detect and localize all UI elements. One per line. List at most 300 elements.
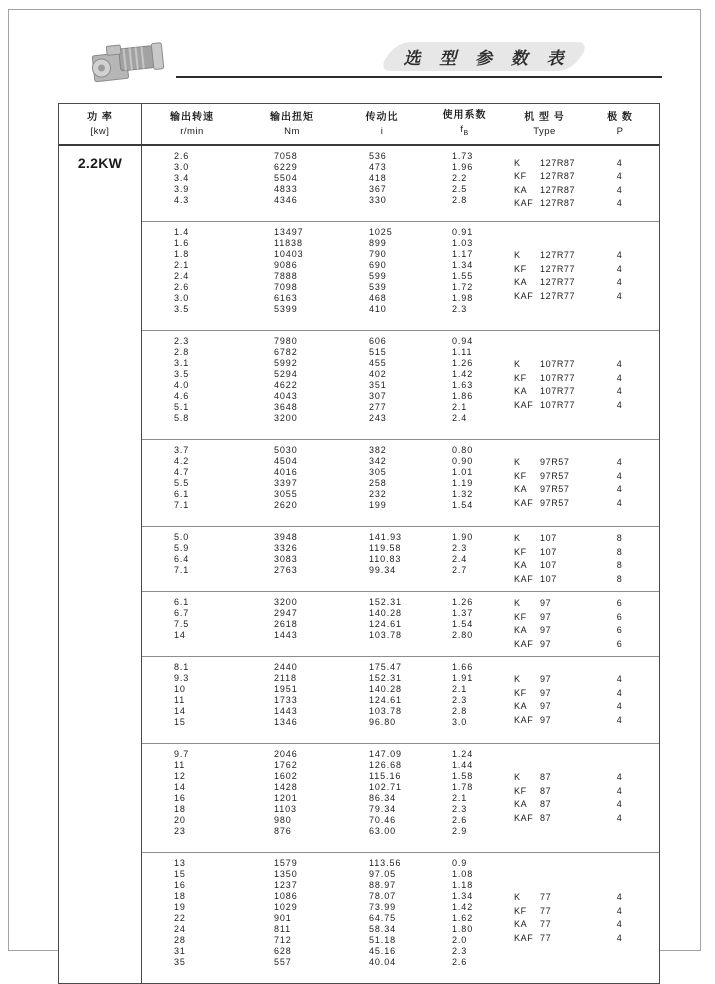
ratio-value: 147.09	[369, 749, 402, 759]
poles-value: 4	[616, 399, 623, 410]
ratio-value: 232	[369, 489, 387, 499]
service-factor-value: 2.3	[452, 543, 468, 553]
output-torque-value: 1237	[274, 880, 298, 890]
spec-block	[142, 146, 659, 221]
type-value	[514, 197, 575, 211]
output-speed-value: 14	[174, 706, 186, 716]
header-output-torque-unit: Nm	[284, 126, 300, 137]
service-factor-value: 2.6	[452, 815, 468, 825]
output-torque-value: 7058	[274, 151, 298, 161]
poles-value: 4	[616, 198, 623, 208]
type-value	[514, 532, 557, 546]
type-prefix: KF	[514, 905, 527, 916]
service-factor-value: 1.54	[452, 619, 474, 629]
ratio-value: 141.93	[369, 532, 402, 542]
ratio-value: 402	[369, 369, 387, 379]
ratio-value: 103.78	[369, 706, 402, 716]
poles-value: 4	[616, 277, 623, 287]
output-torque-value-column	[274, 227, 304, 315]
type-prefix: KA	[514, 484, 528, 494]
output-torque-value: 811	[274, 924, 292, 934]
ratio-value: 382	[369, 445, 387, 455]
type-value	[514, 470, 570, 484]
type-value	[514, 714, 551, 728]
ratio-value: 113.56	[369, 858, 402, 868]
output-speed-value-column	[174, 151, 189, 206]
poles-value: 6	[616, 598, 623, 608]
ratio-value-column	[369, 151, 387, 206]
ratio-value: 152.31	[369, 673, 402, 683]
output-torque-value: 5504	[274, 173, 298, 183]
type-model: 127R77	[540, 250, 576, 260]
poles-value: 6	[616, 638, 623, 649]
spec-block	[142, 330, 659, 439]
ratio-value: 342	[369, 456, 387, 466]
output-speed-value: 4.6	[174, 391, 190, 401]
service-factor-value: 2.3	[452, 695, 468, 705]
header-ratio-cn: 传动比	[365, 112, 399, 123]
header-type-unit: Type	[533, 126, 556, 137]
output-speed-value: 7.1	[174, 500, 190, 510]
type-model: 127R87	[540, 171, 576, 181]
type-prefix: KF	[514, 611, 527, 622]
ratio-value: 536	[369, 151, 387, 161]
output-speed-value: 2.1	[174, 260, 190, 270]
type-column	[514, 891, 551, 945]
output-speed-value: 35	[174, 957, 186, 967]
output-speed-value: 24	[174, 924, 186, 934]
ratio-value: 124.61	[369, 619, 402, 629]
output-speed-value: 3.4	[174, 173, 190, 183]
type-model: 97R57	[540, 457, 570, 467]
output-speed-value-column	[174, 227, 189, 315]
output-speed-value: 3.7	[174, 445, 190, 455]
output-torque-value: 5399	[274, 304, 298, 314]
type-prefix: KF	[514, 546, 527, 557]
type-value	[514, 785, 551, 799]
output-torque-value: 1428	[274, 782, 298, 792]
ratio-value: 599	[369, 271, 387, 281]
service-factor-value: 2.3	[452, 804, 468, 814]
type-model: 77	[540, 919, 552, 929]
type-prefix: KA	[514, 919, 528, 929]
power-header-cell	[59, 104, 142, 144]
ratio-value: 140.28	[369, 608, 402, 618]
output-speed-value: 8.1	[174, 662, 190, 672]
header-output-speed-cn: 输出转速	[170, 112, 214, 123]
type-prefix: KAF	[514, 714, 534, 725]
service-factor-value: 1.42	[452, 369, 474, 379]
type-model: 107	[540, 533, 557, 543]
output-torque-value: 1762	[274, 760, 298, 770]
service-factor-value: 2.2	[452, 173, 468, 183]
output-torque-value: 6163	[274, 293, 298, 303]
type-model: 107R77	[540, 372, 576, 383]
output-speed-value: 4.0	[174, 380, 190, 390]
poles-value: 4	[616, 359, 623, 369]
type-model: 97	[540, 611, 552, 622]
service-factor-value: 1.98	[452, 293, 474, 303]
ratio-value: 277	[369, 402, 387, 412]
type-value	[514, 456, 570, 470]
output-torque-value: 3200	[274, 597, 298, 607]
service-factor-value: 2.3	[452, 304, 468, 314]
type-model: 107R77	[540, 386, 576, 396]
output-torque-value: 11838	[274, 238, 303, 248]
output-speed-value: 13	[174, 858, 186, 868]
poles-value: 4	[616, 687, 623, 698]
type-value	[514, 358, 575, 372]
ratio-value: 64.75	[369, 913, 397, 923]
service-factor-value: 2.1	[452, 684, 468, 694]
type-value	[514, 771, 551, 785]
output-speed-value: 16	[174, 793, 186, 803]
ratio-value-column	[369, 445, 387, 511]
type-model: 97	[540, 701, 552, 711]
type-prefix: KA	[514, 625, 528, 635]
ratio-value: 515	[369, 347, 387, 357]
page-title: 选 型 参 数 表	[403, 49, 571, 68]
power-header-cn: 功 率	[87, 112, 113, 123]
type-model: 127R87	[540, 184, 576, 195]
service-factor-value: 1.54	[452, 500, 474, 510]
type-prefix: KAF	[514, 399, 534, 410]
type-value	[514, 372, 575, 386]
type-prefix: KF	[514, 785, 527, 796]
ratio-value: 790	[369, 249, 387, 259]
output-speed-value: 9.3	[174, 673, 190, 683]
output-speed-value: 9.7	[174, 749, 190, 759]
output-torque-value: 1201	[274, 793, 298, 803]
type-value	[514, 385, 575, 399]
ratio-value: 175.47	[369, 662, 402, 672]
output-speed-value: 4.7	[174, 467, 190, 477]
ratio-value: 45.16	[369, 946, 397, 956]
output-speed-value-column	[174, 662, 189, 728]
service-factor-value: 1.42	[452, 902, 474, 912]
type-model: 87	[540, 812, 552, 823]
output-speed-value: 19	[174, 902, 186, 912]
type-value	[514, 673, 551, 687]
type-column	[514, 358, 575, 412]
type-value	[514, 638, 551, 652]
poles-value: 4	[616, 701, 623, 711]
type-prefix: KA	[514, 277, 528, 287]
spec-block	[142, 852, 659, 983]
type-prefix: KAF	[514, 290, 534, 301]
type-value	[514, 687, 551, 701]
ratio-value: 140.28	[369, 684, 402, 694]
service-factor-value: 1.08	[452, 869, 474, 879]
service-factor-value: 2.3	[452, 946, 468, 956]
page-title-badge	[373, 42, 595, 71]
output-speed-value: 2.6	[174, 151, 190, 161]
output-torque-value-column	[274, 151, 298, 206]
ratio-value: 468	[369, 293, 387, 303]
header-rule	[176, 76, 662, 78]
data-blocks	[142, 146, 659, 983]
type-model: 97	[540, 625, 552, 635]
ratio-value: 78.07	[369, 891, 397, 901]
spec-block	[142, 526, 659, 591]
output-speed-value: 18	[174, 804, 186, 814]
service-factor-value: 0.94	[452, 336, 474, 346]
ratio-value: 70.46	[369, 815, 397, 825]
output-speed-value: 2.3	[174, 336, 190, 346]
output-torque-value: 1443	[274, 630, 298, 640]
spec-block	[142, 591, 659, 656]
poles-column	[597, 597, 642, 651]
service-factor-value: 2.1	[452, 402, 468, 412]
type-prefix: K	[514, 772, 521, 782]
type-value	[514, 546, 557, 560]
type-model: 97	[540, 687, 552, 698]
poles-value: 4	[616, 457, 623, 467]
output-speed-value-column	[174, 445, 189, 511]
service-factor-value: 1.72	[452, 282, 474, 292]
ratio-value: 539	[369, 282, 387, 292]
type-model: 77	[540, 892, 552, 902]
poles-value: 4	[616, 905, 623, 916]
type-prefix: K	[514, 892, 521, 902]
service-factor-value: 1.19	[452, 478, 474, 488]
poles-column	[597, 771, 642, 825]
type-prefix: KA	[514, 799, 528, 809]
poles-value: 8	[616, 560, 623, 570]
type-value	[514, 812, 551, 826]
output-torque-value: 2763	[274, 565, 298, 575]
poles-value: 4	[616, 290, 623, 301]
service-factor-value: 1.34	[452, 260, 474, 270]
poles-column	[597, 673, 642, 727]
service-factor-value: 1.90	[452, 532, 474, 542]
header-service-factor-sub: B	[463, 129, 469, 137]
ratio-value: 86.34	[369, 793, 397, 803]
service-factor-value: 1.78	[452, 782, 474, 792]
poles-value: 4	[616, 785, 623, 796]
poles-value: 4	[616, 386, 623, 396]
output-speed-value: 1.8	[174, 249, 190, 259]
poles-value: 4	[616, 919, 623, 929]
ratio-value-column	[369, 227, 393, 315]
header-ratio	[342, 104, 422, 144]
poles-column	[597, 532, 642, 586]
type-model: 127R87	[540, 198, 576, 208]
service-factor-value: 0.91	[452, 227, 474, 237]
service-factor-value: 2.6	[452, 957, 468, 967]
poles-value: 8	[616, 533, 623, 543]
poles-value: 4	[616, 250, 623, 260]
ratio-value: 243	[369, 413, 387, 423]
type-value	[514, 290, 575, 304]
output-speed-value-column	[174, 749, 189, 837]
output-torque-value: 5030	[274, 445, 298, 455]
ratio-value: 473	[369, 162, 387, 172]
output-torque-value: 1733	[274, 695, 298, 705]
ratio-value: 96.80	[369, 717, 397, 727]
output-torque-value: 4622	[274, 380, 298, 390]
type-value	[514, 700, 551, 714]
output-speed-value: 6.7	[174, 608, 190, 618]
type-column	[514, 456, 570, 510]
service-factor-value: 1.62	[452, 913, 474, 923]
output-speed-value: 6.4	[174, 554, 190, 564]
type-model: 87	[540, 772, 552, 782]
output-torque-value: 980	[274, 815, 292, 825]
type-model: 97R57	[540, 470, 570, 481]
service-factor-value-column	[452, 858, 473, 968]
output-speed-value: 20	[174, 815, 186, 825]
poles-value: 4	[616, 932, 623, 943]
ratio-value: 418	[369, 173, 387, 183]
service-factor-value: 1.58	[452, 771, 474, 781]
output-speed-value: 2.4	[174, 271, 190, 281]
output-torque-value: 1579	[274, 858, 298, 868]
type-model: 127R77	[540, 263, 576, 274]
poles-value: 4	[616, 372, 623, 383]
output-torque-value: 4504	[274, 456, 298, 466]
type-value	[514, 597, 551, 611]
header-output-torque-cn: 输出扭矩	[270, 112, 314, 123]
type-column	[514, 771, 551, 825]
type-model: 107R77	[540, 399, 576, 410]
poles-value: 4	[616, 772, 623, 782]
output-torque-value: 3648	[274, 402, 298, 412]
power-value-cell	[59, 146, 142, 983]
output-speed-value: 23	[174, 826, 186, 836]
output-torque-value-column	[274, 445, 298, 511]
poles-column	[597, 157, 642, 211]
output-speed-value-column	[174, 858, 186, 968]
service-factor-value: 1.18	[452, 880, 474, 890]
output-torque-value: 3200	[274, 413, 298, 423]
type-prefix: K	[514, 157, 521, 168]
type-model: 127R77	[540, 290, 576, 301]
service-factor-value: 1.32	[452, 489, 474, 499]
type-model: 107	[540, 546, 557, 557]
output-speed-value: 4.3	[174, 195, 190, 205]
type-model: 97R57	[540, 497, 570, 508]
service-factor-value: 1.11	[452, 347, 473, 357]
output-speed-value: 14	[174, 782, 186, 792]
ratio-value: 258	[369, 478, 387, 488]
type-prefix: KAF	[514, 812, 534, 823]
header-poles	[582, 104, 658, 144]
output-torque-value: 1350	[274, 869, 298, 879]
output-speed-value: 3.5	[174, 369, 190, 379]
type-value	[514, 611, 551, 625]
type-model: 87	[540, 785, 552, 796]
type-value	[514, 932, 551, 946]
type-value	[514, 573, 557, 587]
output-torque-value-column	[274, 336, 298, 424]
poles-value: 4	[616, 714, 623, 725]
service-factor-value: 3.0	[452, 717, 468, 727]
type-model: 97	[540, 714, 552, 725]
ratio-value: 152.31	[369, 597, 402, 607]
type-prefix: KF	[514, 171, 527, 181]
header-output-speed-unit: r/min	[180, 126, 204, 137]
output-speed-value-column	[174, 597, 189, 641]
output-torque-value: 2947	[274, 608, 298, 618]
poles-value: 4	[616, 497, 623, 508]
output-torque-value: 712	[274, 935, 292, 945]
poles-value: 4	[616, 484, 623, 494]
ratio-value: 305	[369, 467, 387, 477]
output-torque-value: 7098	[274, 282, 298, 292]
type-model: 107	[540, 573, 557, 584]
type-column	[514, 157, 575, 211]
type-prefix: KF	[514, 470, 527, 481]
output-torque-value: 2440	[274, 662, 298, 672]
output-speed-value: 3.9	[174, 184, 190, 194]
output-speed-value: 7.5	[174, 619, 190, 629]
output-speed-value: 18	[174, 891, 186, 901]
ratio-value: 79.34	[369, 804, 397, 814]
poles-column	[597, 358, 642, 412]
table-body-row	[59, 146, 659, 983]
type-value	[514, 798, 551, 812]
service-factor-value-column	[452, 227, 473, 315]
output-torque-value-column	[274, 597, 298, 641]
output-torque-value: 3055	[274, 489, 298, 499]
type-model: 97	[540, 674, 552, 684]
gearmotor-logo-image	[90, 36, 170, 88]
selection-parameter-table	[58, 103, 660, 984]
poles-value: 8	[616, 573, 623, 584]
output-speed-value: 2.6	[174, 282, 190, 292]
service-factor-value: 0.90	[452, 456, 474, 466]
ratio-value: 199	[369, 500, 387, 510]
ratio-value: 330	[369, 195, 387, 205]
type-value	[514, 184, 575, 198]
service-factor-value: 2.4	[452, 554, 468, 564]
output-torque-value: 5294	[274, 369, 298, 379]
header-service-factor-unit: $f_B$	[460, 124, 469, 137]
type-column	[514, 673, 551, 727]
output-torque-value: 3948	[274, 532, 298, 542]
output-torque-value: 3397	[274, 478, 298, 488]
ratio-value-column	[369, 749, 402, 837]
output-torque-value: 10403	[274, 249, 304, 259]
power-header-unit: [kw]	[90, 126, 110, 137]
service-factor-value: 1.44	[452, 760, 474, 770]
poles-value: 4	[616, 892, 623, 902]
type-value	[514, 263, 575, 277]
poles-value: 4	[616, 674, 623, 684]
output-torque-value: 1029	[274, 902, 298, 912]
output-speed-value: 2.8	[174, 347, 190, 357]
output-speed-value: 22	[174, 913, 186, 923]
output-torque-value: 1951	[274, 684, 298, 694]
output-speed-value: 11	[174, 695, 186, 705]
output-torque-value-column	[274, 662, 298, 728]
output-speed-value: 15	[174, 717, 186, 727]
service-factor-value: 1.01	[452, 467, 474, 477]
service-factor-value: 2.8	[452, 706, 468, 716]
poles-value: 4	[616, 263, 623, 274]
output-torque-value: 1602	[274, 771, 298, 781]
output-speed-value: 11	[174, 760, 186, 770]
type-value	[514, 891, 551, 905]
ratio-value: 367	[369, 184, 387, 194]
poles-value: 6	[616, 625, 623, 635]
output-speed-value: 28	[174, 935, 186, 945]
output-torque-value: 1443	[274, 706, 298, 716]
type-value	[514, 249, 575, 263]
service-factor-value: 2.4	[452, 413, 468, 423]
service-factor-value: 1.03	[452, 238, 474, 248]
